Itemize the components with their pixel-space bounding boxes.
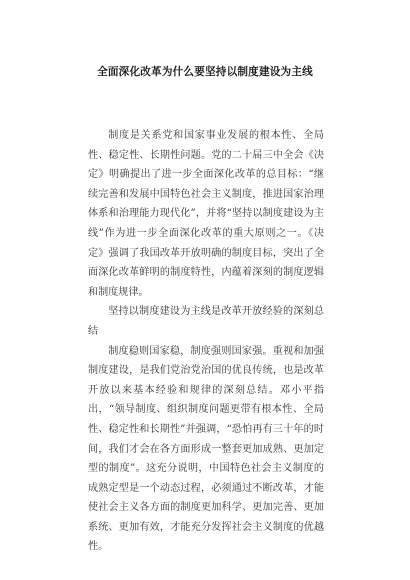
section-subheading: 坚持以制度建设为主线是改革开放经验的深刻总结 [88,306,324,337]
document-title: 全面深化改革为什么要坚持以制度建设为主线 [97,66,313,78]
document-body [88,126,324,557]
paragraph-2: 制度稳则国家稳，制度强则国家强。重视和加强制度建设，是我们党治党治国的优良传统，也是改革开放以来基本经验和规律的深刻总结。邓小平指出，“领导制度、组织制度问题更带有根本性、全局性、稳定性和长期性”并强调，“恐怕再有三十年的时间，我们才会在各方面形成一整套更加成熟、更加定型的制度”。这充分说明，中国特色社会主义制度的成熟定型是一个动态过程，必须通过不断改革，才能使社会主义各方面的制度更加科学、更加完善、更加系统、更加有效，才能充分发挥社会主义制度的优越性。 [88,345,324,553]
paragraph-1: 制度是关系党和国家事业发展的根本性、全局性、稳定性、长期性问题。党的二十届三中全会《决定》明确提出了进一步全面深化改革的总目标：“继续完善和发展中国特色社会主义制度，推进国家治理体系和治理能力现代化”，并将“坚持以制度建设为主线”作为进一步全面深化改革的重大原则之一。《决定》强调了我国改革开放明确的制度目标，突出了全面深化改革鲜明的制度特性，内蕴着深刻的制度逻辑和制度规律。 [88,130,324,298]
